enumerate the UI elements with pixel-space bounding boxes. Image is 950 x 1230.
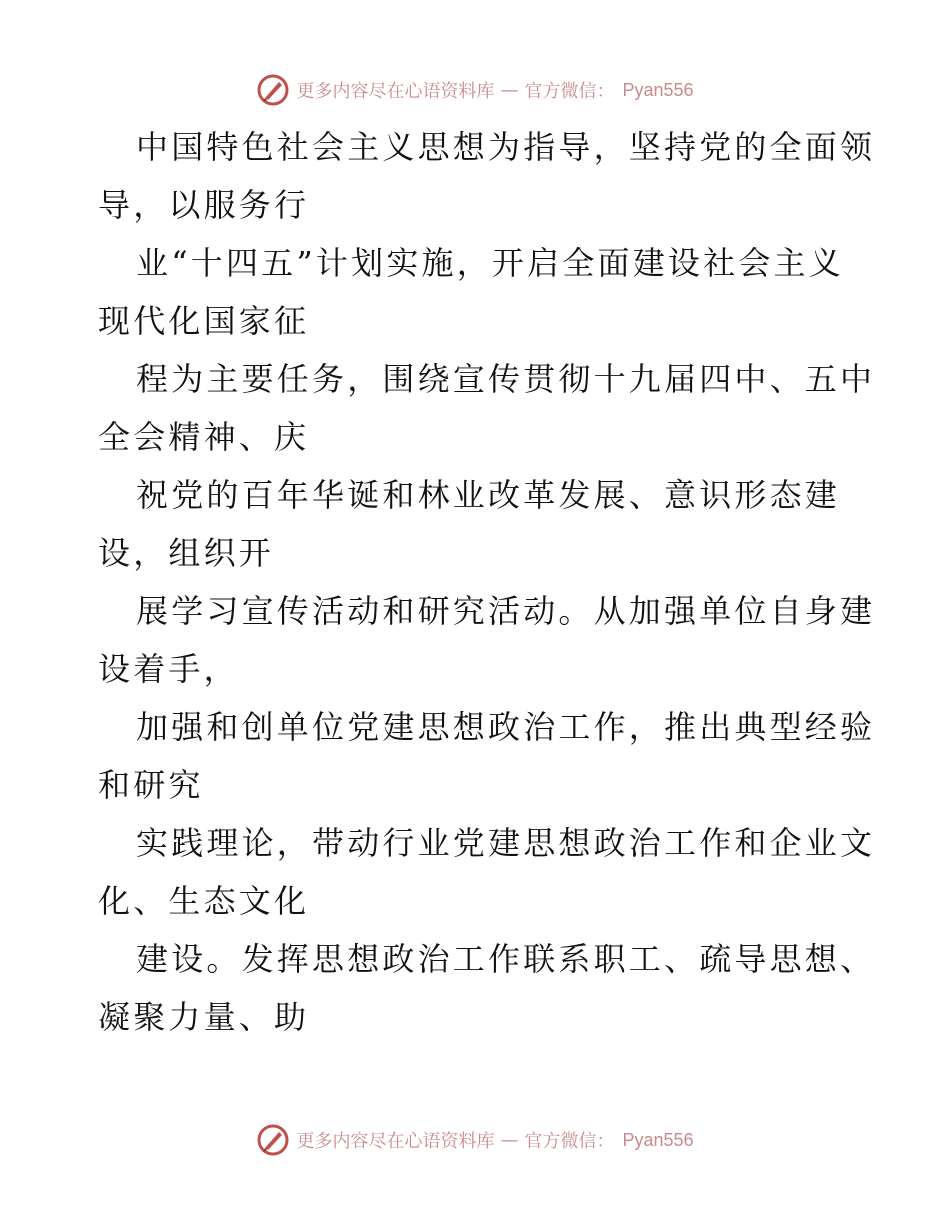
text-line: 凝聚力量、助 xyxy=(98,998,310,1036)
watermark-separator: — xyxy=(500,79,519,101)
document-body xyxy=(98,118,876,1046)
watermark-wechat-id: Pyan556 xyxy=(622,79,694,100)
watermark-wechat-label: 官方微信： xyxy=(524,81,615,102)
header-watermark xyxy=(0,70,950,110)
text-line: 全会精神、庆 xyxy=(98,418,310,456)
text-line: 展学习宣传活动和研究活动。从加强单位自身建 xyxy=(136,592,876,630)
text-line: 和研究 xyxy=(98,766,204,804)
watermark-text: 更多内容尽在心语资料库 xyxy=(296,1131,495,1152)
text-line: 程为主要任务，围绕宣传贯彻十九届四中、五中 xyxy=(136,360,876,398)
quill-pen-logo-icon xyxy=(256,73,290,107)
text-line: 导，以服务行 xyxy=(98,186,310,224)
text-line: 业“十四五”计划实施，开启全面建设社会主义 xyxy=(136,244,844,282)
text-line: 设，组织开 xyxy=(98,534,275,572)
text-line: 中国特色社会主义思想为指导，坚持党的全面领 xyxy=(136,128,876,166)
watermark-wechat-id: Pyan556 xyxy=(622,1129,694,1150)
text-line: 加强和创单位党建思想政治工作，推出典型经验 xyxy=(136,708,876,746)
text-line: 设着手， xyxy=(98,650,239,688)
quill-pen-logo-icon xyxy=(256,1123,290,1157)
text-line: 实践理论，带动行业党建思想政治工作和企业文 xyxy=(136,824,876,862)
watermark-separator: — xyxy=(500,1129,519,1151)
watermark-text: 更多内容尽在心语资料库 xyxy=(296,81,495,102)
watermark-wechat-label: 官方微信： xyxy=(524,1131,615,1152)
footer-watermark xyxy=(0,1120,950,1160)
text-line: 祝党的百年华诞和林业改革发展、意识形态建 xyxy=(136,476,841,514)
text-line: 化、生态文化 xyxy=(98,882,310,920)
text-line: 建设。发挥思想政治工作联系职工、疏导思想、 xyxy=(136,940,876,978)
text-line: 现代化国家征 xyxy=(98,302,310,340)
